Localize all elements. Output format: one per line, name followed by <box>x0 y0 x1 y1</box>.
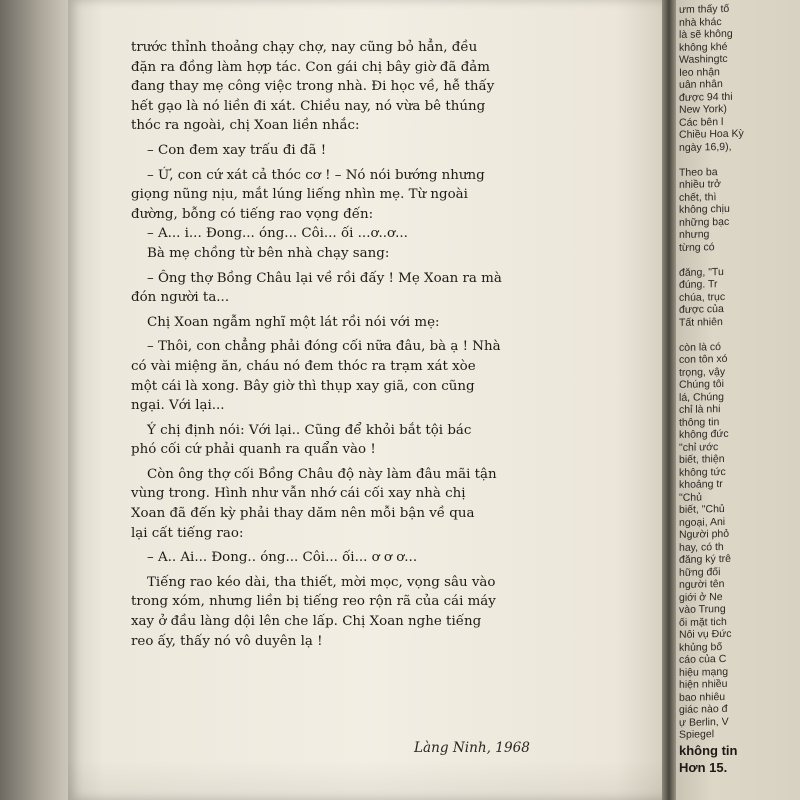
side-text-line: ưm thấy tố <box>679 2 730 16</box>
text-line: Bà mẹ chồng từ bên nhà chạy sang: <box>147 245 390 261</box>
place-date-signature: Làng Ninh, 1968 <box>414 740 530 756</box>
text-line: Chị Xoan ngẫm nghĩ một lát rồi nói với mẹ: <box>147 314 440 330</box>
side-text-line: được 94 thi <box>679 90 733 104</box>
side-text-line: Các bên l <box>679 115 724 129</box>
text-line: Tiếng rao kéo dài, tha thiết, mời mọc, vọng sâu vào <box>147 574 496 590</box>
side-text-line: cáo của C <box>679 652 727 666</box>
side-text-line: New York) <box>679 102 727 116</box>
side-text-line: hững đối <box>679 565 721 579</box>
side-text-line: chỉ là nhi <box>679 403 721 416</box>
side-text-line: "chỉ ước <box>679 440 719 454</box>
text-line: đường, bỗng có tiếng rao vọng đến: <box>131 206 374 222</box>
side-text-line: hiệu mạng <box>679 665 729 679</box>
side-text-line: những bạc <box>679 215 730 229</box>
side-text-line: Chiều Hoa Kỳ <box>679 127 744 141</box>
side-text-line: con tôn xó <box>679 352 728 366</box>
text-line: lại cất tiếng rao: <box>131 525 244 541</box>
side-text-line: không khé <box>679 40 728 54</box>
page-shadow <box>68 760 664 800</box>
side-text-line: Nôi vụ Đức <box>679 627 732 641</box>
side-text-line: bao nhiêu <box>679 690 726 704</box>
book-gutter <box>662 0 676 800</box>
text-line: – Ông thợ Bồng Châu lại về rồi đấy ! Mẹ Xoan ra mà <box>147 270 502 286</box>
side-text-line: vào Trung <box>679 602 726 616</box>
text-line: – A.. Ai... Đong.. óng... Côi... ối... ơ ơ ơ... <box>147 550 418 566</box>
story-text <box>131 38 516 651</box>
side-text-line: Chúng tôi <box>679 377 724 391</box>
text-line: – Ứ, con cứ xát cả thóc cơ ! – Nó nói bướng nhưng <box>147 167 485 183</box>
side-text-line: được của <box>679 302 724 316</box>
text-line: đặn ra đồng làm hợp tác. Con gái chị bây giờ đã đảm <box>131 59 490 75</box>
side-text-line: ngày 16,9), <box>679 140 732 154</box>
text-line: trước thỉnh thoảng chạy chợ, nay cũng bỏ hẳn, đều <box>131 40 478 55</box>
side-text-line: hay, có th <box>679 540 724 554</box>
text-line: một cái là xong. Bây giờ thì thụp xay giã, con cũng <box>131 378 475 394</box>
text-line: có vài miệng ăn, cháu nó đem thóc ra trạm xát xòe <box>131 358 476 374</box>
side-text-line: nhà khác <box>679 15 722 29</box>
side-text-line: không chịu <box>679 202 730 216</box>
side-text-line: đúng. Tr <box>679 278 718 291</box>
side-text-line: biết, "Chủ <box>679 502 725 516</box>
side-text-line: Tất nhiên <box>679 315 723 329</box>
text-line: Ý chị định nói: Với lại.. Cũng để khỏi bắt tội bác <box>147 422 472 438</box>
text-line: hết gạo là nó liền đi xát. Chiều nay, nó vừa bê thúng <box>131 98 486 114</box>
side-text-line: Theo ba <box>679 165 718 179</box>
side-text-line: nhiều trở <box>679 178 721 191</box>
left-page-edge <box>0 0 70 800</box>
side-heading-line: Hơn 15. <box>679 759 728 775</box>
text-line: Xoan đã đến kỳ phải thay dăm nên mỗi bận về qua <box>131 506 475 522</box>
side-text-line: uân nhân <box>679 78 723 91</box>
side-text-line: nhưng <box>679 228 710 241</box>
side-text-line: Spiegel <box>679 728 715 741</box>
side-text-line: trọng, vậy <box>679 365 726 379</box>
side-text-line: từng có <box>679 240 715 254</box>
side-text-line: chết, thì <box>679 190 717 204</box>
text-line: đón người ta... <box>131 290 230 306</box>
side-text-line: Ieo nhận <box>679 65 720 79</box>
side-text-line: giới ở Ne <box>679 590 723 604</box>
side-text-line: khủng bố <box>679 640 723 654</box>
text-line: Còn ông thợ cối Bồng Châu độ này làm đâu mãi tận <box>147 466 497 482</box>
text-line: trong xóm, nhưng liền bị tiếng reo rộn rã của cái máy <box>131 594 496 610</box>
side-text-line: đăng ký trê <box>679 552 731 566</box>
side-text-line: không đức <box>679 427 729 441</box>
side-text-line: "Chủ <box>679 490 702 504</box>
text-line: giọng nũng nịu, mắt lúng liếng nhìn mẹ. Từ ngoài <box>131 187 468 203</box>
side-text-line: hiện nhiều <box>679 677 728 691</box>
side-text-line: ự Berlin, V <box>679 715 729 729</box>
side-text-line: không tức <box>679 465 726 479</box>
text-line: ngại. Với lại... <box>131 398 225 414</box>
side-text-line: giác nào đ <box>679 702 728 716</box>
text-line: thóc ra ngoài, chị Xoan liền nhắc: <box>131 118 360 134</box>
side-text-line: còn là có <box>679 340 722 354</box>
side-text-line: khoảng tr <box>679 478 723 491</box>
side-text-line: thông tin <box>679 415 720 429</box>
text-line: phó cối cứ phải quanh ra quẩn vào ! <box>131 442 376 458</box>
text-line: – Con đem xay trấu đi đã ! <box>147 142 327 158</box>
side-text-line: ối mặt tich <box>679 615 727 629</box>
side-text-line: chúa, trục <box>679 290 726 304</box>
text-line: vùng trong. Hình như vẫn nhớ cái cối xay nhà chị <box>131 486 466 502</box>
text-line: đang thay mẹ công việc trong nhà. Đi học về, hễ thấy <box>131 79 495 95</box>
text-line: – Thôi, con chẳng phải đóng cối nữa đâu, bà ạ ! Nhà <box>147 339 501 355</box>
side-text-line: Washingtc <box>679 52 728 66</box>
side-text-line: biết, thiện <box>679 452 725 466</box>
text-line: xay ở đầu làng dội lên che lấp. Chị Xoan nghe tiếng <box>131 614 482 630</box>
side-text-line: lá, Chúng <box>679 390 724 404</box>
side-text-line: Người phỏ <box>679 527 730 541</box>
side-text-line: ngoại, Ani <box>679 515 726 529</box>
side-text-line: người tên <box>679 577 725 591</box>
side-text-line: là sẽ không <box>679 27 733 41</box>
text-line: – A... i... Đong... óng... Côi... ối ...ơ..ơ... <box>147 226 408 242</box>
text-line: reo ấy, thấy nó vô duyên lạ ! <box>131 633 323 649</box>
adjacent-newspaper-page <box>676 0 800 800</box>
side-heading-line: không tin <box>679 742 738 758</box>
side-text-line: đăng, "Tu <box>679 265 724 279</box>
